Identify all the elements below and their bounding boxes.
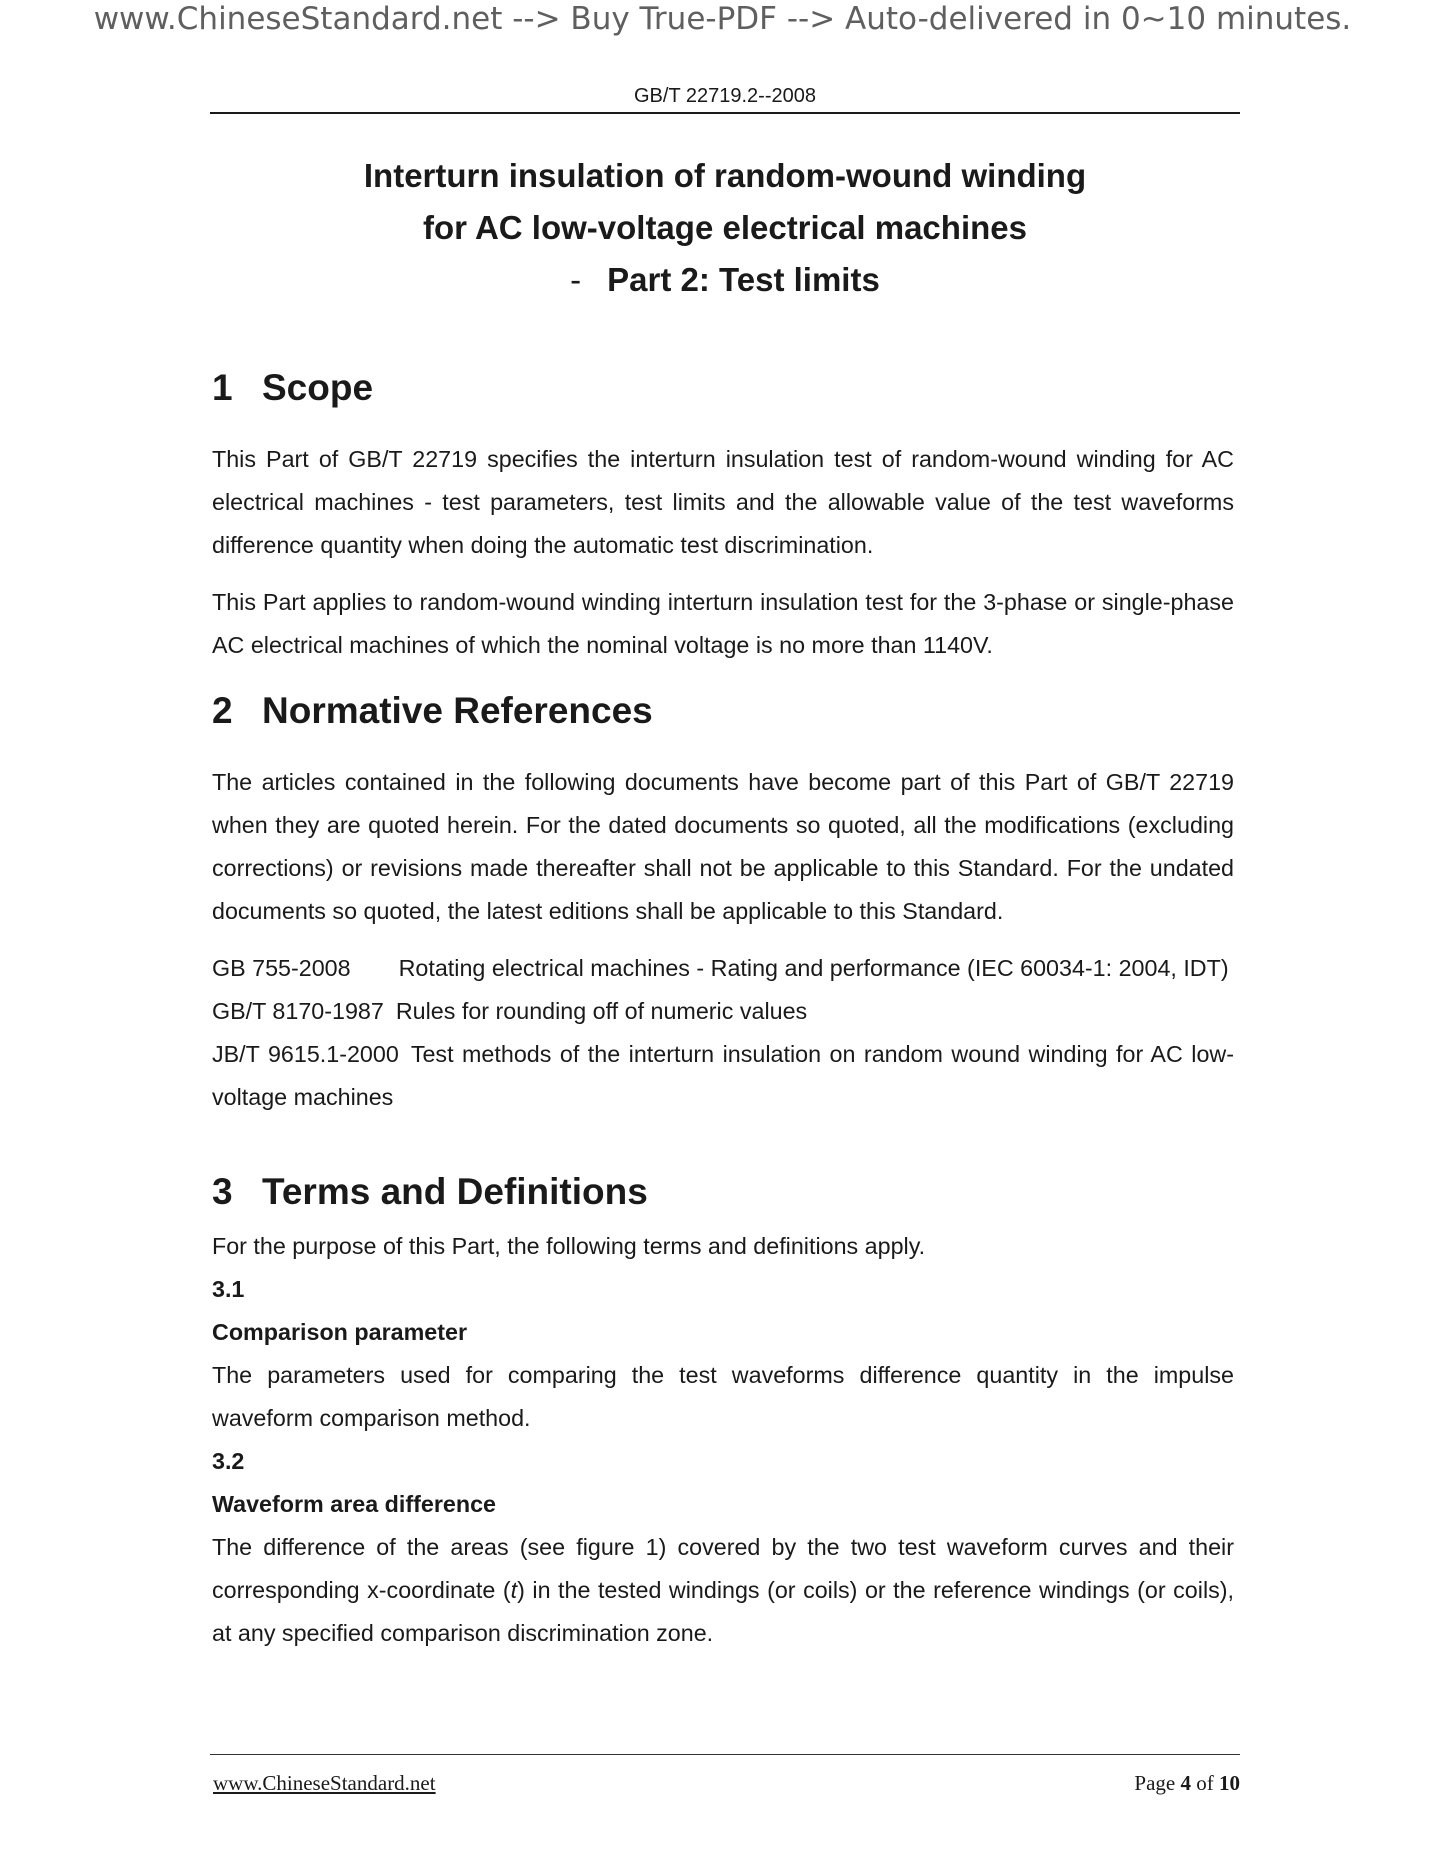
term-number: 3.1 — [212, 1276, 245, 1302]
title-line-3 — [210, 260, 1240, 300]
section-title: Normative References — [262, 690, 653, 731]
footer-site-link[interactable]: www.ChineseStandard.net — [213, 1771, 436, 1795]
section-number: 3 — [212, 1171, 233, 1212]
term-definition — [212, 1526, 1234, 1655]
title-line-1: Interturn insulation of random-wound winding — [363, 157, 1087, 194]
references-paragraph: The articles contained in the following documents have become part of this Part of GB/T 22719 when they are quoted herein. For the dated documents so quoted, all the modifications (excluding corrections) or revisions made thereafter shall not be applicable to this Standard. For the undated documents so quoted, the latest editions shall be applicable to this Standard. — [212, 769, 1234, 924]
term-number: 3.2 — [212, 1448, 245, 1474]
section-title: Terms and Definitions — [262, 1171, 648, 1212]
scope-body — [212, 438, 1234, 667]
definition-text: ) in the tested windings (or coils) or the reference windings (or coils), at any specified comparison discrimination zone. — [212, 1577, 1234, 1646]
scope-paragraph-1: This Part of GB/T 22719 specifies the interturn insulation test of random-wound winding for AC electrical machines - test parameters, test limits and the allowable value of the test waveforms difference quantity when doing the automatic test discrimination. — [212, 446, 1234, 558]
document-number: GB/T 22719.2--2008 — [634, 85, 816, 107]
section-number: 2 — [212, 690, 233, 731]
terms-intro: For the purpose of this Part, the following terms and definitions apply. — [212, 1233, 926, 1259]
section-title: Scope — [262, 367, 374, 408]
terms-body — [212, 1225, 1234, 1655]
page-indicator — [1134, 1770, 1240, 1796]
term-name: Waveform area difference — [212, 1491, 496, 1517]
section-heading-terms — [212, 1170, 648, 1214]
reference-code: JB/T 9615.1-2000 — [212, 1041, 399, 1067]
reference-title: Rules for rounding off of numeric values — [395, 998, 808, 1024]
section-heading-scope — [212, 366, 373, 410]
reference-item — [212, 947, 1234, 990]
page-total: 10 — [1219, 1771, 1240, 1795]
references-body — [212, 761, 1234, 1119]
header-rule — [210, 112, 1240, 114]
title-part: Part 2: Test limits — [607, 261, 880, 298]
page-number: 4 — [1180, 1771, 1191, 1795]
term-definition: The parameters used for comparing the test waveforms difference quantity in the impulse waveform comparison method. — [212, 1362, 1234, 1431]
title-dash: - — [570, 261, 582, 298]
top-banner: www.ChineseStandard.net --> Buy True-PDF --> Auto-delivered in 0~10 minutes. — [93, 1, 1352, 37]
reference-item — [212, 1033, 1234, 1119]
reference-title: Test methods of the interturn insulation on random wound winding for AC low-voltage machines — [212, 1041, 1234, 1110]
section-heading-references — [212, 689, 653, 733]
variable-t: t — [510, 1577, 518, 1603]
title-line-2: for AC low-voltage electrical machines — [423, 209, 1027, 246]
term-name: Comparison parameter — [212, 1319, 468, 1345]
reference-item — [212, 990, 1234, 1033]
reference-code: GB/T 8170-1987 — [212, 998, 384, 1024]
section-number: 1 — [212, 367, 233, 408]
definition-text: The difference of the areas (see figure 1) covered by the two test waveform curves and their corresponding x-coordinate ( — [212, 1534, 1234, 1603]
scope-paragraph-2: This Part applies to random-wound winding interturn insulation test for the 3-phase or single-phase AC electrical machines of which the nominal voltage is no more than 1140V. — [212, 589, 1234, 658]
page-label: Page — [1134, 1771, 1176, 1795]
reference-code: GB 755-2008 — [212, 955, 351, 981]
footer-rule — [210, 1754, 1240, 1755]
of-label: of — [1196, 1771, 1214, 1795]
reference-title: Rotating electrical machines - Rating and performance (IEC 60034-1: 2004, IDT) — [398, 955, 1229, 981]
